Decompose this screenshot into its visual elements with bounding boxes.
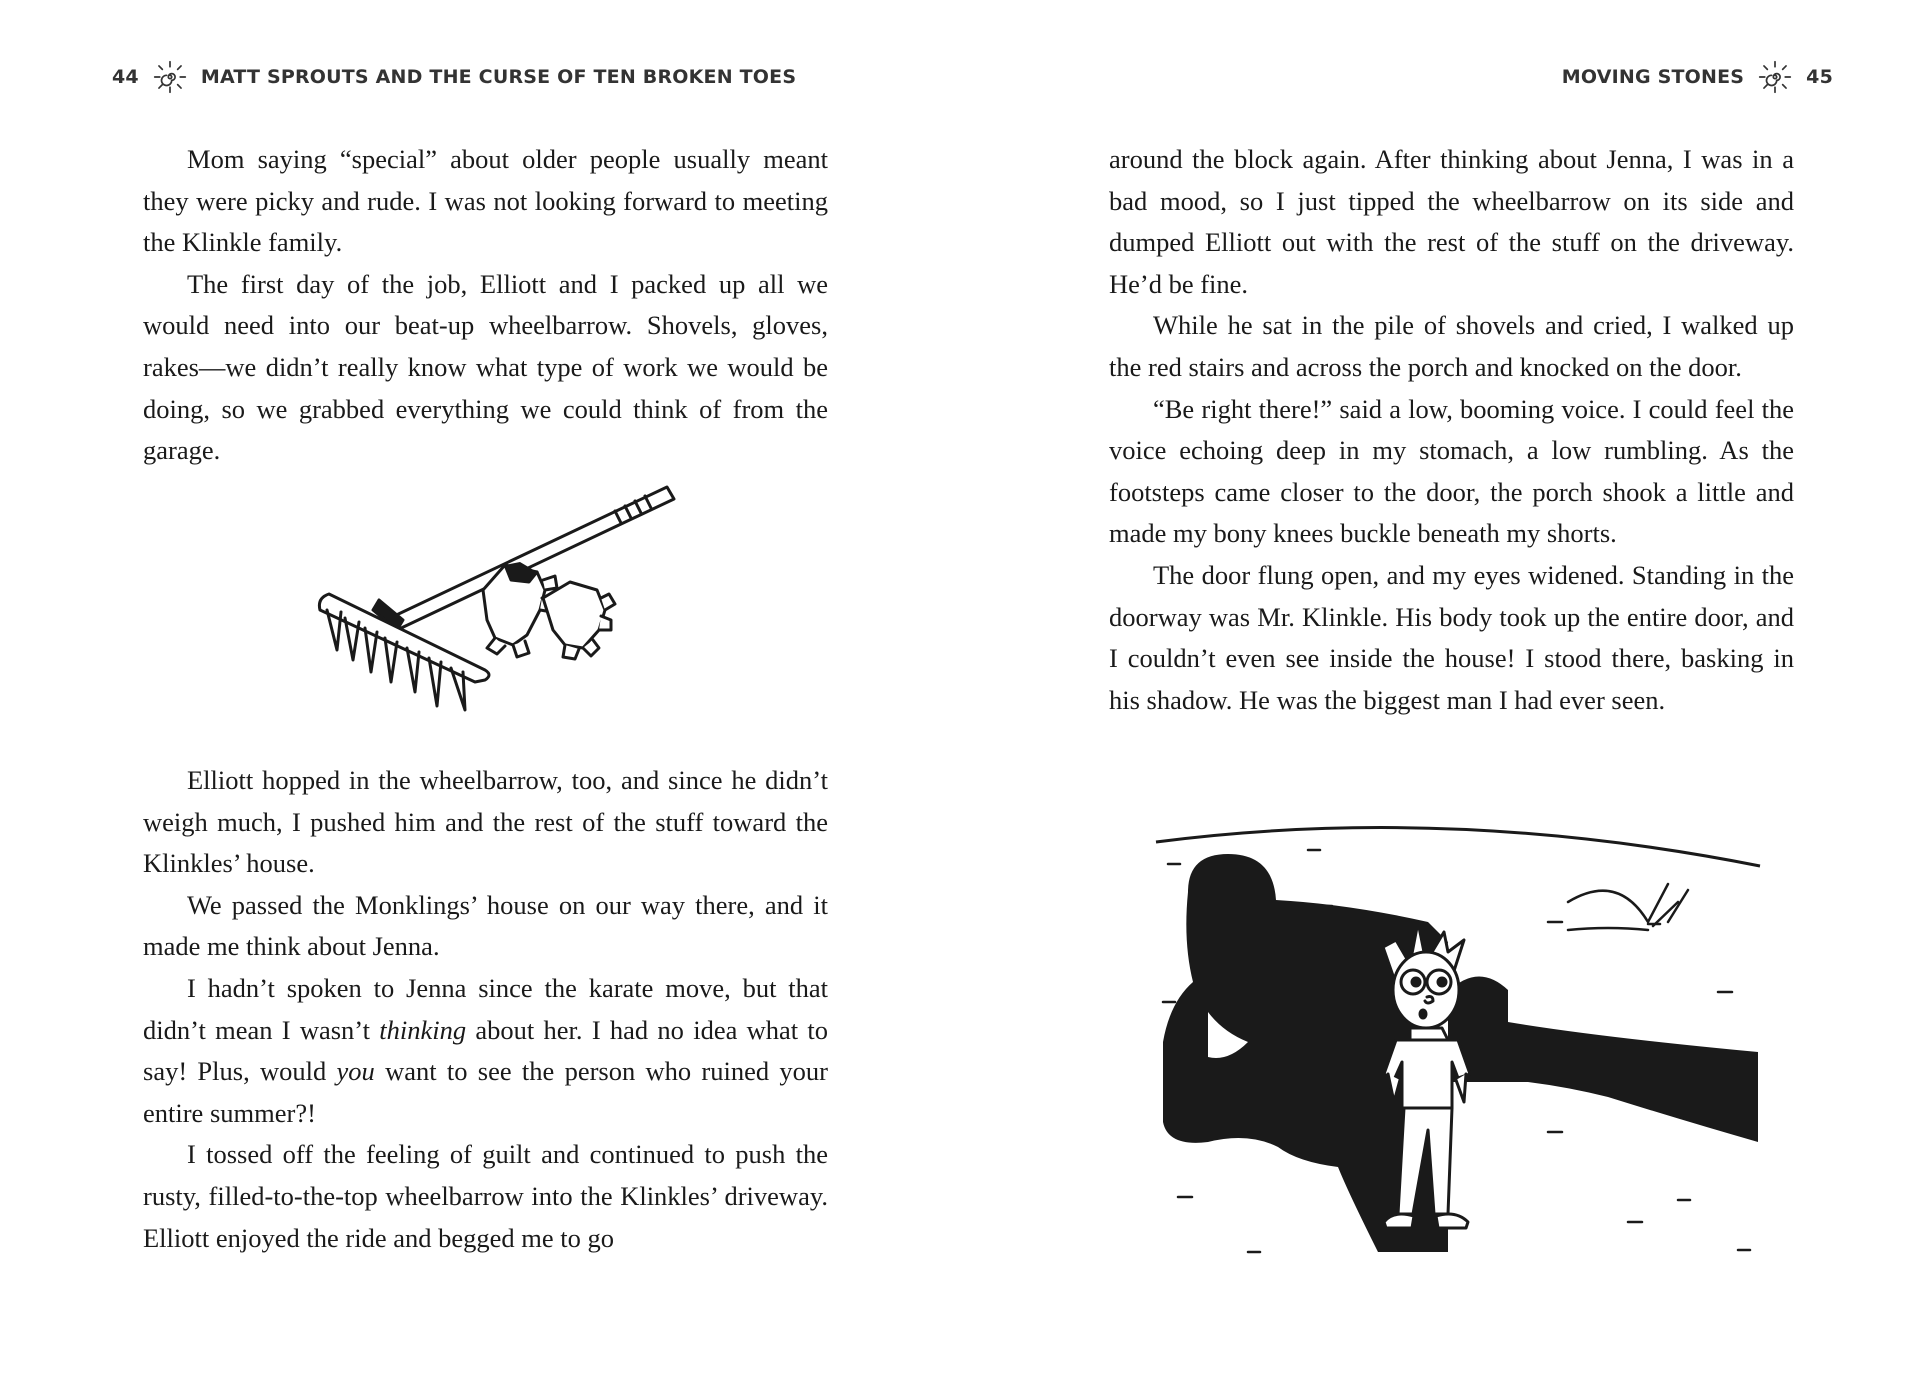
paragraph: Elliott hopped in the wheelbarrow, too, and since he didn’t weigh much, I pushed him and the rest of the stuff toward the Klinkles’ house. xyxy=(143,765,828,879)
paragraph: around the block again. After thinking about Jenna, I was in a bad mood, so I just tipped the wheelbarrow on its side and dumped Elliott out with the rest of the stuff on the driveway. He’d be fine. xyxy=(1109,144,1794,299)
left-text-top xyxy=(143,139,828,472)
paragraph: While he sat in the pile of shovels and cried, I walked up the red stairs and across the porch and knocked on the door. xyxy=(1109,310,1794,382)
text-run: want to see the person who ruined your entire summer?! xyxy=(143,1056,828,1128)
paragraph: The first day of the job, Elliott and I packed up all we would need into our beat-up wheelbarrow. Shovels, gloves, rakes—we didn’t really know what type of work we would be doing, so we grabbed everything we could think of from the garage. xyxy=(143,268,828,466)
page-number: 45 xyxy=(1806,66,1833,88)
right-running-head xyxy=(1562,60,1833,94)
emphasis-thinking: thinking xyxy=(379,1014,467,1045)
chapter-title: MOVING STONES xyxy=(1561,66,1745,88)
rake-gloves-illustration xyxy=(315,470,685,720)
text-run: about her. I had no idea what to say! Plus, would xyxy=(143,1014,828,1087)
paragraph: I tossed off the feeling of guilt and continued to push the rusty, filled-to-the-top wheelbarrow into the Klinkles’ driveway. Elliott enjoyed the ride and begged me to go xyxy=(143,1139,828,1253)
left-text-bottom xyxy=(143,760,828,1259)
emphasis-you: you xyxy=(336,1056,375,1087)
left-page xyxy=(0,0,960,1396)
shadow-boy-illustration xyxy=(1148,812,1768,1272)
paragraph: The door flung open, and my eyes widened. Standing in the doorway was Mr. Klinkle. His body took up the entire door, and I couldn’t even see inside the house! I stood there, basking in his shadow. He was the biggest man I had ever seen. xyxy=(1109,559,1794,715)
paragraph: Mom saying “special” about older people usually meant they were picky and rude. I was not looking forward to meeting the Klinkle family. xyxy=(143,144,828,258)
page-number: 44 xyxy=(112,66,139,88)
sun-spiral-icon xyxy=(153,60,187,94)
left-running-head xyxy=(112,60,796,94)
paragraph: “Be right there!” said a low, booming voice. I could feel the voice echoing deep in my stomach, a low rumbling. As the footsteps came closer to the door, the porch shook a little and made my bony knees buckle beneath my shorts. xyxy=(1109,393,1794,549)
sun-spiral-icon xyxy=(1758,60,1792,94)
paragraph xyxy=(143,968,828,1134)
paragraph: We passed the Monklings’ house on our way there, and it made me think about Jenna. xyxy=(143,889,828,962)
book-title: MATT SPROUTS AND THE CURSE OF TEN BROKEN TOES xyxy=(200,66,797,88)
right-text xyxy=(1109,139,1794,721)
text-run: I hadn’t spoken to Jenna since the karate move, but that didn’t mean I wasn’t xyxy=(143,972,828,1045)
